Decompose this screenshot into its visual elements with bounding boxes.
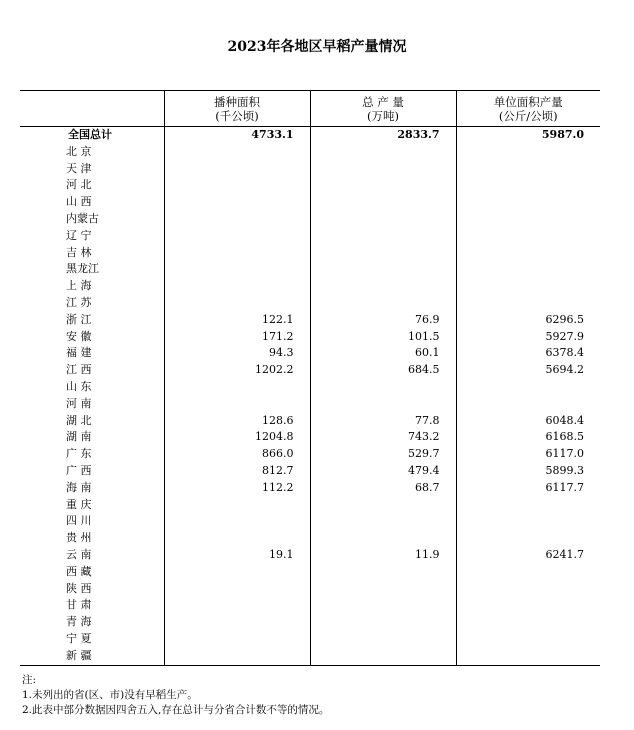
unit-yield-cell — [456, 396, 600, 413]
region-name-cell: 上 海 — [66, 279, 92, 293]
total-output-cell: 684.5 — [310, 362, 456, 379]
footnote-1: 1.未列出的省(区、市)没有早稻生产。 — [22, 689, 198, 701]
table-row — [20, 144, 600, 161]
table-row — [20, 547, 600, 564]
sown-area-cell — [164, 379, 310, 396]
table-row — [20, 312, 600, 329]
table-row — [20, 463, 600, 480]
total-output-cell — [310, 396, 456, 413]
unit-yield-cell — [456, 648, 600, 665]
table-row — [20, 345, 600, 362]
total-output-cell: 529.7 — [310, 446, 456, 463]
unit-yield-cell: 5927.9 — [456, 329, 600, 346]
sown-area-cell — [164, 261, 310, 278]
header-unit-yield-unit: (公斤/公顷) — [498, 108, 558, 123]
region-name-cell: 辽 宁 — [66, 228, 92, 242]
region-name-cell: 浙 江 — [66, 312, 92, 326]
total-output-cell — [310, 379, 456, 396]
table-row — [20, 379, 600, 396]
unit-yield-cell — [456, 497, 600, 514]
region-name-cell: 云 南 — [66, 547, 92, 561]
sown-area-cell — [164, 211, 310, 228]
region-name-cell: 山 东 — [66, 379, 92, 393]
region-name-cell: 内蒙古 — [66, 211, 99, 225]
unit-yield-cell — [456, 581, 600, 598]
sown-area-cell: 866.0 — [164, 446, 310, 463]
header-region — [20, 91, 164, 127]
unit-yield-cell: 5987.0 — [456, 127, 600, 144]
unit-yield-cell: 6117.7 — [456, 480, 600, 497]
sown-area-cell: 128.6 — [164, 413, 310, 430]
table-row — [20, 614, 600, 631]
unit-yield-cell — [456, 597, 600, 614]
region-name-cell: 湖 北 — [66, 413, 92, 427]
total-output-cell — [310, 177, 456, 194]
unit-yield-cell: 6048.4 — [456, 413, 600, 430]
table-row — [20, 228, 600, 245]
total-output-cell — [310, 581, 456, 598]
unit-yield-cell — [456, 530, 600, 547]
unit-yield-cell — [456, 245, 600, 262]
header-unit-yield — [456, 91, 600, 127]
table-row — [20, 211, 600, 228]
total-output-cell — [310, 513, 456, 530]
total-output-cell — [310, 194, 456, 211]
total-output-cell — [310, 497, 456, 514]
region-name-cell: 全国总计 — [68, 128, 112, 141]
total-output-cell — [310, 278, 456, 295]
table-row — [20, 245, 600, 262]
sown-area-cell — [164, 396, 310, 413]
unit-yield-cell — [456, 194, 600, 211]
region-name-cell: 西 藏 — [66, 564, 92, 578]
unit-yield-cell: 6168.5 — [456, 429, 600, 446]
region-name-cell: 山 西 — [66, 195, 92, 209]
sown-area-cell — [164, 194, 310, 211]
footnote-heading: 注: — [22, 674, 37, 686]
sown-area-cell — [164, 497, 310, 514]
sown-area-cell — [164, 144, 310, 161]
table-row — [20, 446, 600, 463]
table-row — [20, 261, 600, 278]
table-row — [20, 278, 600, 295]
table-row — [20, 429, 600, 446]
table-row — [20, 396, 600, 413]
region-name-cell: 陕 西 — [66, 581, 92, 595]
region-name-cell: 福 建 — [66, 346, 92, 360]
total-output-cell: 101.5 — [310, 329, 456, 346]
unit-yield-cell — [456, 513, 600, 530]
table-row — [20, 597, 600, 614]
sown-area-cell — [164, 513, 310, 530]
sown-area-cell — [164, 295, 310, 312]
table-row-total — [20, 127, 600, 144]
sown-area-cell: 1204.8 — [164, 429, 310, 446]
region-name-cell: 甘 肃 — [66, 598, 92, 612]
footnote-2: 2.此表中部分数据因四舍五入,存在总计与分省合计数不等的情况。 — [22, 704, 330, 716]
region-name-cell: 四 川 — [66, 514, 92, 528]
total-output-cell: 77.8 — [310, 413, 456, 430]
sown-area-cell: 812.7 — [164, 463, 310, 480]
sown-area-cell — [164, 631, 310, 648]
unit-yield-cell: 5899.3 — [456, 463, 600, 480]
table-row — [20, 513, 600, 530]
table-row — [20, 413, 600, 430]
region-name-cell: 湖 南 — [66, 430, 92, 444]
total-output-cell — [310, 161, 456, 178]
table-row — [20, 564, 600, 581]
header-unit-yield-label: 单位面积产量 — [493, 94, 563, 109]
unit-yield-cell: 6378.4 — [456, 345, 600, 362]
unit-yield-cell — [456, 564, 600, 581]
sown-area-cell — [164, 564, 310, 581]
region-name-cell: 天 津 — [66, 161, 92, 175]
table-row — [20, 295, 600, 312]
sown-area-cell — [164, 581, 310, 598]
region-name-cell: 海 南 — [66, 480, 92, 494]
unit-yield-cell — [456, 161, 600, 178]
header-total-output-label: 总 产 量 — [362, 94, 404, 109]
sown-area-cell — [164, 161, 310, 178]
region-name-cell: 黑龙江 — [66, 262, 99, 276]
header-sown-area-unit: (千公顷) — [215, 108, 259, 123]
region-name-cell: 贵 州 — [66, 531, 92, 545]
total-output-cell — [310, 144, 456, 161]
region-name-cell: 河 南 — [66, 396, 92, 410]
sown-area-cell: 19.1 — [164, 547, 310, 564]
table-row — [20, 480, 600, 497]
table-row — [20, 497, 600, 514]
total-output-cell: 2833.7 — [310, 127, 456, 144]
region-name-cell: 安 徽 — [66, 329, 92, 343]
table-row — [20, 362, 600, 379]
region-name-cell: 广 西 — [66, 463, 92, 477]
unit-yield-cell — [456, 379, 600, 396]
unit-yield-cell — [456, 261, 600, 278]
sown-area-cell: 94.3 — [164, 345, 310, 362]
region-name-cell: 江 苏 — [66, 295, 92, 309]
unit-yield-cell — [456, 228, 600, 245]
total-output-cell — [310, 211, 456, 228]
table-row — [20, 177, 600, 194]
header-sown-area-label: 播种面积 — [214, 94, 260, 109]
total-output-cell: 76.9 — [310, 312, 456, 329]
sown-area-cell: 122.1 — [164, 312, 310, 329]
total-output-cell: 60.1 — [310, 345, 456, 362]
sown-area-cell — [164, 278, 310, 295]
table-row — [20, 161, 600, 178]
unit-yield-cell — [456, 177, 600, 194]
total-output-cell — [310, 530, 456, 547]
unit-yield-cell — [456, 295, 600, 312]
total-output-cell — [310, 261, 456, 278]
region-name-cell: 宁 夏 — [66, 631, 92, 645]
unit-yield-cell — [456, 144, 600, 161]
total-output-cell — [310, 245, 456, 262]
total-output-cell: 743.2 — [310, 429, 456, 446]
total-output-cell — [310, 631, 456, 648]
total-output-cell — [310, 564, 456, 581]
header-total-output-unit: (万吨) — [367, 108, 399, 123]
region-name-cell: 青 海 — [66, 615, 92, 629]
unit-yield-cell — [456, 614, 600, 631]
sown-area-cell — [164, 597, 310, 614]
table-row — [20, 194, 600, 211]
region-name-cell: 吉 林 — [66, 245, 92, 259]
region-name-cell: 河 北 — [66, 178, 92, 192]
unit-yield-cell — [456, 631, 600, 648]
unit-yield-cell: 6117.0 — [456, 446, 600, 463]
footnotes — [22, 673, 329, 718]
sown-area-cell — [164, 648, 310, 665]
header-total-output — [310, 91, 456, 127]
sown-area-cell — [164, 614, 310, 631]
total-output-cell: 68.7 — [310, 480, 456, 497]
total-output-cell — [310, 614, 456, 631]
total-output-cell — [310, 648, 456, 665]
page-title: 2023年各地区早稻产量情况 — [227, 39, 407, 55]
region-name-cell: 新 疆 — [20, 648, 164, 665]
region-name-cell: 广 东 — [66, 447, 92, 461]
total-output-cell — [310, 597, 456, 614]
table-row — [20, 581, 600, 598]
sown-area-cell: 112.2 — [164, 480, 310, 497]
table-row — [20, 648, 600, 665]
region-name-cell: 重 庆 — [66, 497, 92, 511]
sown-area-cell — [164, 245, 310, 262]
total-output-cell: 11.9 — [310, 547, 456, 564]
table-row — [20, 530, 600, 547]
table-row — [20, 329, 600, 346]
unit-yield-cell — [456, 278, 600, 295]
region-name-cell: 江 西 — [66, 363, 92, 377]
table-header-row — [20, 91, 600, 127]
sown-area-cell — [164, 530, 310, 547]
unit-yield-cell: 6296.5 — [456, 312, 600, 329]
unit-yield-cell: 5694.2 — [456, 362, 600, 379]
region-name-cell: 北 京 — [66, 144, 92, 158]
header-sown-area — [164, 91, 310, 127]
total-output-cell: 479.4 — [310, 463, 456, 480]
sown-area-cell: 1202.2 — [164, 362, 310, 379]
total-output-cell — [310, 295, 456, 312]
sown-area-cell — [164, 228, 310, 245]
total-output-cell — [310, 228, 456, 245]
unit-yield-cell — [456, 211, 600, 228]
rice-production-table — [20, 90, 600, 666]
sown-area-cell: 171.2 — [164, 329, 310, 346]
unit-yield-cell: 6241.7 — [456, 547, 600, 564]
sown-area-cell — [164, 177, 310, 194]
table-row — [20, 631, 600, 648]
sown-area-cell: 4733.1 — [164, 127, 310, 144]
